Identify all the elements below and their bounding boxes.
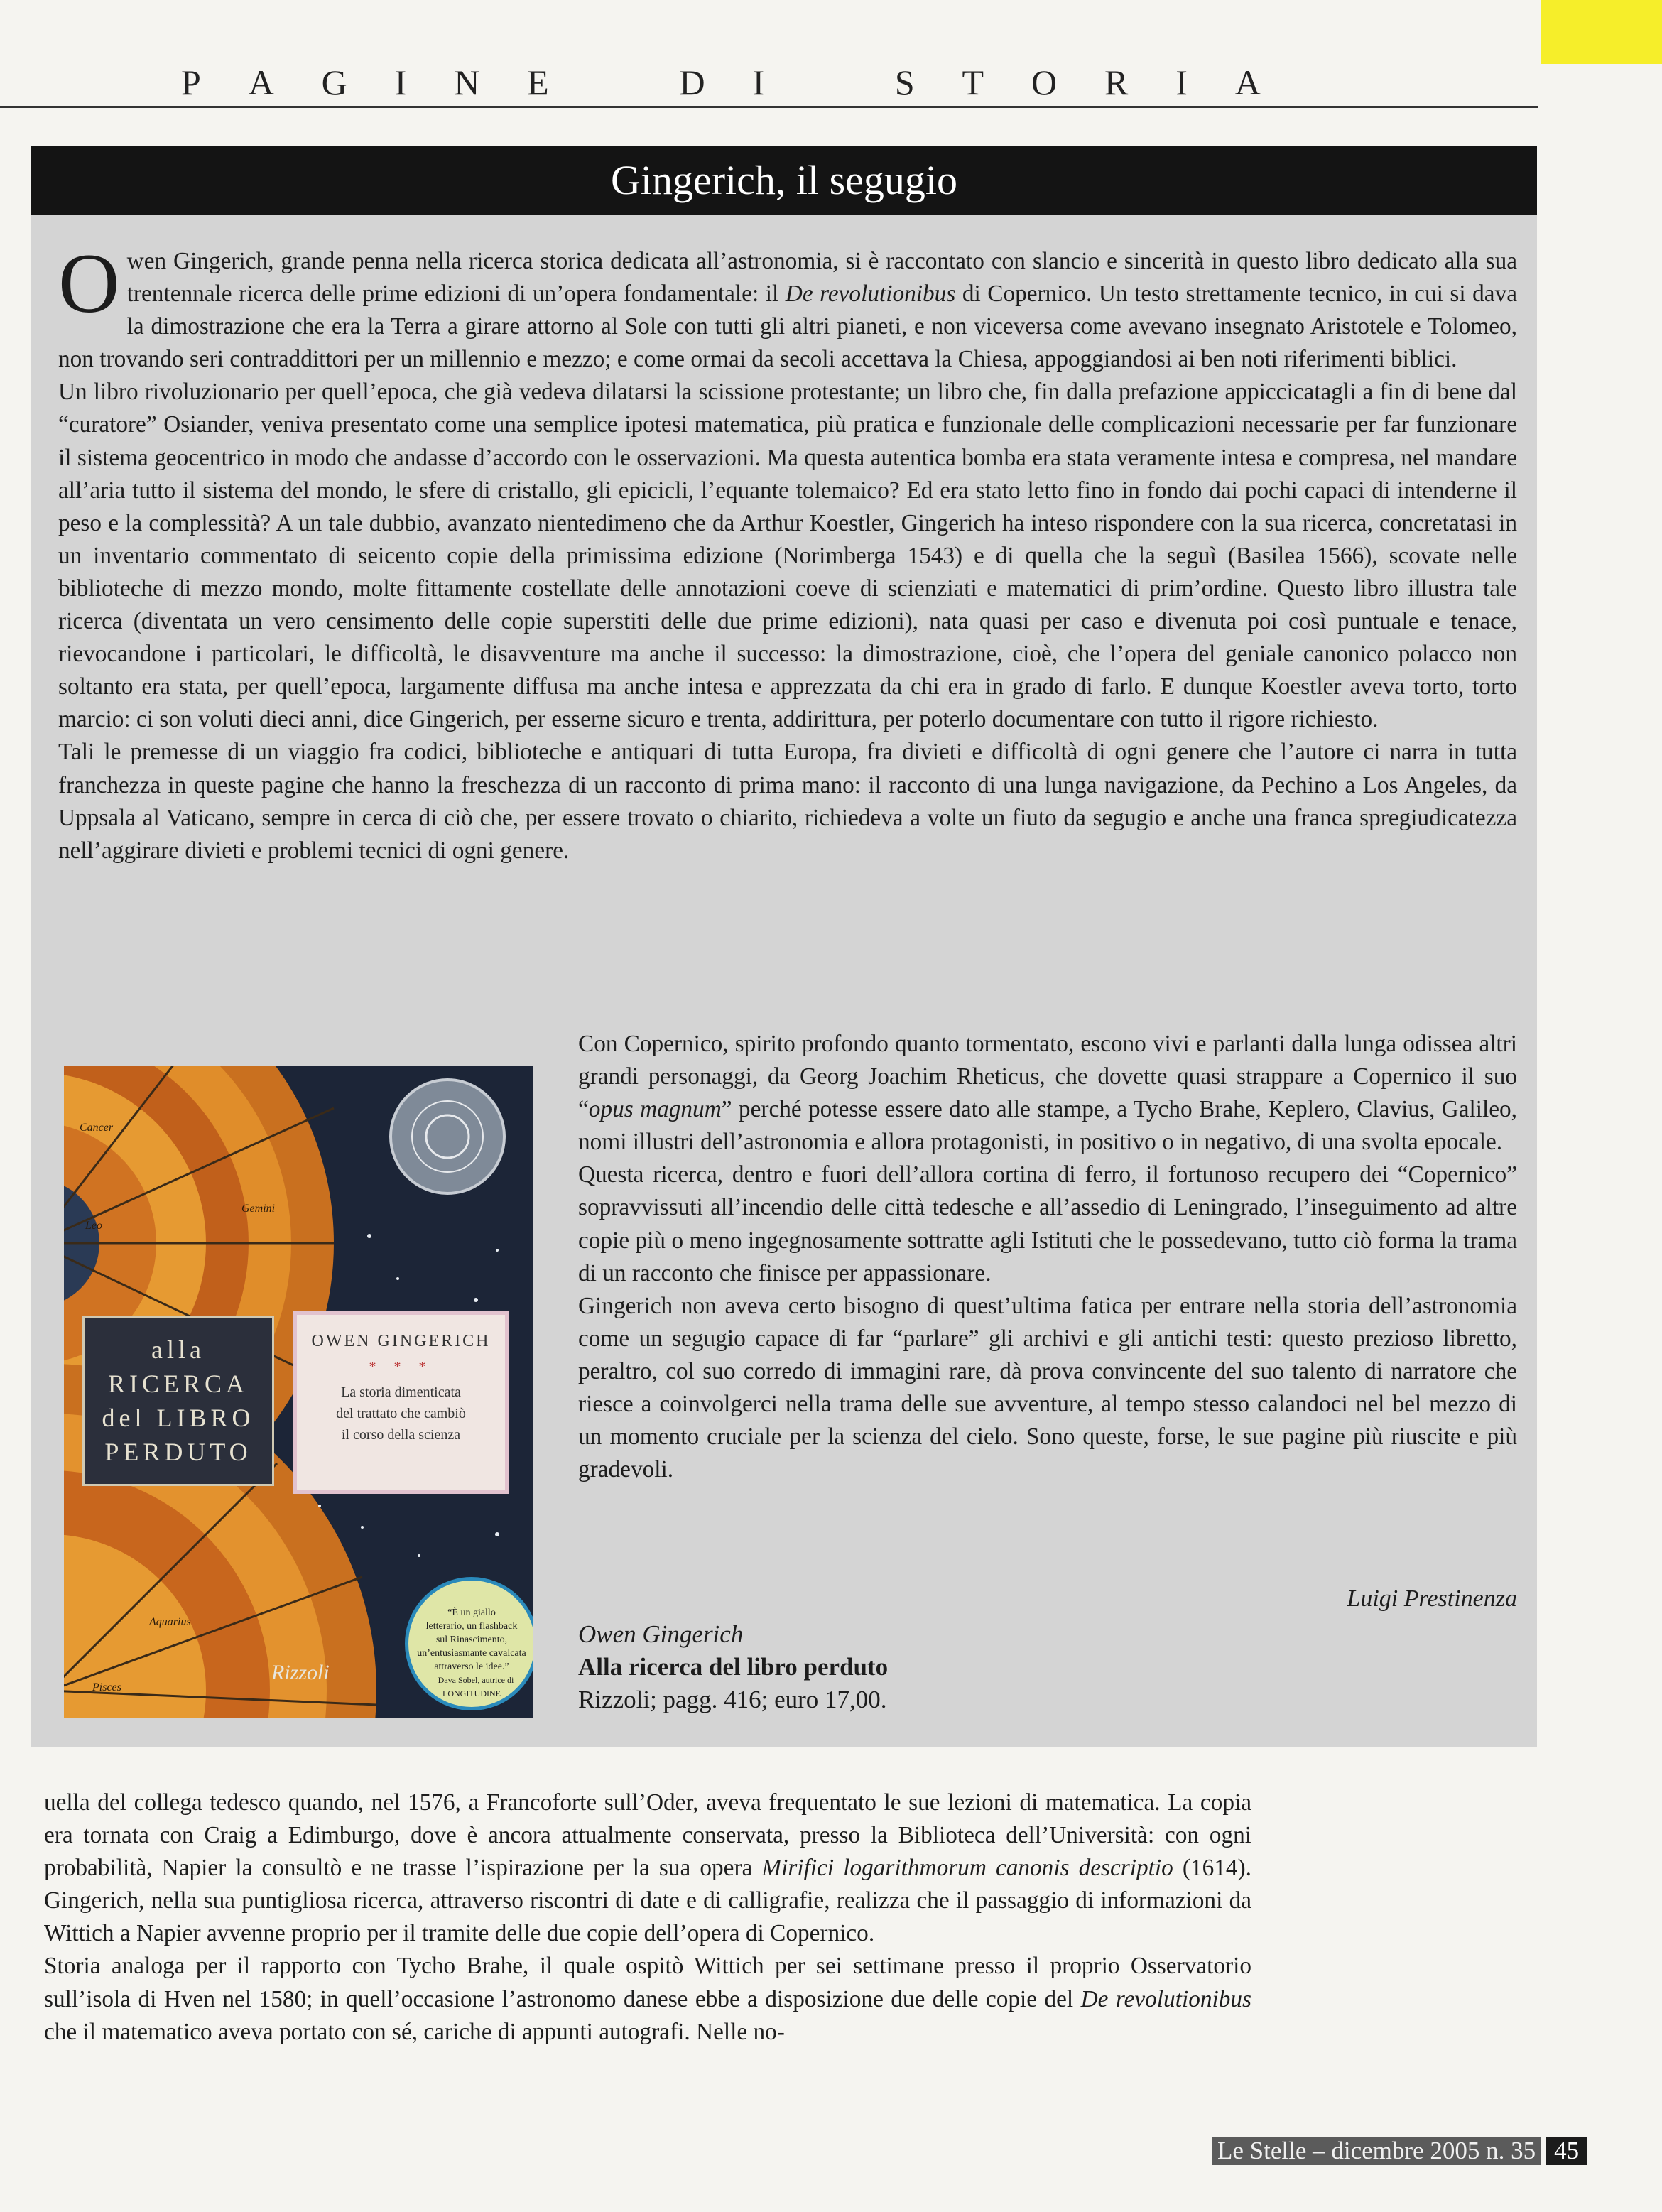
sky-label: Leo [85, 1220, 102, 1232]
cover-publisher-logo: Rizzoli [271, 1661, 330, 1684]
book-title: Alla ricerca del libro perduto [578, 1653, 889, 1681]
badge-line: —Dava Sobel, autrice di [429, 1675, 514, 1685]
paragraph-3: Tali le premesse di un viaggio fra codici, biblioteche e antiquari di tutta Europa, fra divieti e difficoltà di ogni genere che l’autore ci narra in tutta franchezza in queste pagine che hanno la freschezza di un racconto di prima mano: il racconto di una lunga navigazione, da Pechino a Los Angeles, da Uppsala al Vaticano, sempre in cerca di ciò che, per essere trovato o chiarito, richiedeva a volte un fiuto da segugio e anche una franca spregiudicatezza nell’aggirare divieti e problemi tecnici di ogni genere. [58, 739, 1517, 864]
cover-title-line: RICERCA [107, 1370, 249, 1398]
cover-subtitle-line: del trattato che cambiò [336, 1406, 466, 1421]
paragraph-4 [578, 1028, 1517, 1159]
section-header [0, 63, 1538, 108]
sky-label: Pisces [92, 1681, 121, 1693]
badge-line: letterario, un flashback [425, 1621, 518, 1632]
header-letter: E [527, 63, 549, 102]
sky-label: Cancer [80, 1122, 114, 1134]
continuation-paragraph-2 [44, 1950, 1251, 2048]
header-letter: R [1104, 63, 1129, 102]
header-letter: O [1031, 63, 1058, 102]
header-letter: S [894, 63, 915, 102]
header-letter: G [321, 63, 347, 102]
continuation-text-2: Storia analoga per il rapporto con Tycho Brahe, il quale ospitò Wittich per sei settimane presso il proprio Osservatorio sull’isola di Hven nel 1580; in quell’occasione l’astronomo danese ebbe a disposizione due delle copie del [44, 1953, 1251, 2012]
footer-journal: Le Stelle – dicembre 2005 n. 35 [1212, 2137, 1541, 2165]
header-letter: T [962, 63, 984, 102]
header-letter: N [454, 63, 480, 102]
paragraph-6: Gingerich non aveva certo bisogno di quest’ultima fatica per entrare nella storia dell’astronomia come un segugio capace di far “parlare” gli archivi e gli antichi testi: questo prezioso libretto, peraltro, col suo corredo di immagini rare, dà prova convincente del suo talento di narratore che riesce a coinvolgerci nella trama delle sue avventure, al tempo stesso calandoci nel bel mezzo di un momento cruciale per la scienza del cielo. Sono queste, forse, le sue pagine più riuscite e più gradevoli. [578, 1292, 1517, 1483]
intro-paragraph [58, 236, 1517, 376]
badge-line: attraverso le idee.” [434, 1661, 509, 1672]
cover-subtitle-line: La storia dimenticata [341, 1384, 461, 1400]
intro-text: wen Gingerich, grande penna nella ricerca storica dedicata all’astronomia, si è raccontato con slancio e sincerità in questo libro dedicato alla sua trentennale ricerca delle prime edizioni di un’opera fondamentale: il [126, 248, 1517, 308]
cover-quote-badge [405, 1577, 533, 1710]
paragraph-4-text-rest: ” perché potesse essere dato alle stampe, a Tycho Brahe, Keplero, Clavius, Galileo, nomi illustri dell’astronomia e allora protagonisti, in positivo o in negativo, di una svolta epocale. [578, 1096, 1517, 1156]
cover-title-line: del LIBRO [102, 1404, 255, 1432]
cover-title-line: alla [151, 1335, 205, 1364]
cover-subtitle-line: il corso della scienza [341, 1427, 461, 1443]
cover-stars: * * * [369, 1359, 433, 1375]
intro-italic: De revolutionibus [785, 281, 956, 308]
header-gap [812, 62, 847, 103]
continuation-italic-2: De revolutionibus [1080, 1985, 1252, 2012]
paragraph-5: Questa ricerca, dentro e fuori dell’allora cortina di ferro, il fortunoso recupero dei “Copernico” sopravvissuti all’incendio delle città tedesche e all’assedio di Leningrado, l’inseguimento ad altre copie più o meno ingegnosamente sottratte agli Istituti che le possedevano, tutto ciò forma la trama di un racconto che finisce per appassionare. [578, 1161, 1517, 1286]
book-info [578, 1618, 1075, 1716]
header-letter: A [1234, 63, 1261, 102]
article-intro [58, 236, 1517, 867]
article-title: Gingerich, il segugio [31, 146, 1537, 215]
header-letter: I [1175, 63, 1188, 102]
sky-label: Gemini [241, 1203, 276, 1215]
book-author: Owen Gingerich [578, 1620, 744, 1648]
header-gap [597, 62, 632, 103]
continuation-text-1-rest: (1614). Gingerich, nella sua puntigliosa ricerca, attraverso riscontri di date e di calligrafie, realizza che il passaggio di informazioni da Wittich a Napier avvenne proprio per il tramite delle due copie dell’opera di Copernico. [44, 1855, 1251, 1947]
paragraph-4-text: Con Copernico, spirito profondo quanto tormentato, escono vivi e parlanti dalla lunga odissea altri grandi personaggi, da Georg Joachim Rheticus, che dovette quasi strappare a Copernico il suo “ [578, 1031, 1517, 1123]
header-letter: D [679, 63, 705, 102]
cover-subtitle-box [293, 1311, 509, 1494]
drop-cap: O [58, 236, 120, 330]
book-details: Rizzoli; pagg. 416; euro 17,00. [578, 1686, 887, 1713]
cover-author: OWEN GINGERICH [311, 1332, 491, 1350]
badge-line: sul Rinascimento, [435, 1634, 508, 1645]
paragraph-2: Un libro rivoluzionario per quell’epoca, che già vedeva dilatarsi la scissione protestante; un libro che, fin dalla prefazione appiccicatagli a fin di bene dal “curatore” Osiander, veniva presentato come una semplice ipotesi matematica, più pratica e funzionale delle complicazioni necessarie per far funzionare il sistema geocentrico in modo che andasse d’accordo con le osservazioni. Ma questa autentica bomba era stata veramente intesa e compresa, nel mandare all’aria tutto il sistema del mondo, le sfere di cristallo, gli epicicli, l’equante tolemaico? Ed era stato letto fino in fondo dai pochi capaci di intenderne il peso e la complessità? A un tale dubbio, avanzato nientedimeno che da Arthur Koestler, Gingerich ha inteso rispondere con la sua ricerca, concretatasi in un inventario commentato di seicento copie della primissima edizione (Norimberga 1543) e di quella che la seguì (Basilea 1566), scovate nelle biblioteche di mezzo mondo, molte fittamente costellate delle annotazioni coeve di scienziati e matematici di prim’ordine. Questo libro illustra tale ricerca (diventata un vero censimento delle copie superstiti delle due prime edizioni), nata quasi per caso e divenuta poi così puntuale e tenace, rievocandone i particolari, le difficoltà, le disavventure ma anche il successo: la dimostrazione, cioè, che l’opera del geniale canonico polacco non soltanto era stata, per quell’epoca, largamente diffusa ma anche intesa e apprezzata da chi era in grado di farlo. E dunque Koestler aveva torto, torto marcio: ci son voluti dieci anni, dice Gingerich, per esserne sicuro e trenta, addirittura, per poterlo documentare con tutto il rigore richiesto. [58, 379, 1517, 733]
page-number: 45 [1546, 2137, 1587, 2165]
paragraph-4-italic: opus magnum [588, 1096, 722, 1123]
page-footer [1212, 2137, 1587, 2165]
author-signature: Luigi Prestinenza [1347, 1585, 1517, 1612]
cover-title-label [82, 1316, 274, 1486]
badge-line: LONGITUDINE [442, 1688, 501, 1698]
badge-line: “È un giallo [447, 1608, 496, 1618]
header-letter: I [752, 63, 765, 102]
header-letter: A [248, 63, 274, 102]
continuation-italic-1: Mirifici logarithmorum canonis descriptio [761, 1855, 1173, 1882]
yellow-corner-tab [1541, 0, 1662, 64]
intro-text-rest: di Copernico. Un testo strettamente tecnico, in cui si dava la dimostrazione che era la Terra a girare attorno al Sole con tutti gli altri pianeti, e non viceversa come avevano insegnato Aristotele e Tolomeo, non trovando seri contraddittori per un millennio e mezzo; e come ormai da secoli accettava la Chiesa, appoggiandosi ai ben noti riferimenti biblici. [58, 281, 1517, 373]
book-cover-image [64, 1066, 533, 1718]
continuation-text [44, 1787, 1251, 2049]
continuation-paragraph-1 [44, 1787, 1251, 1950]
continuation-text-1: uella del collega tedesco quando, nel 1576, a Francoforte sull’Oder, aveva frequentato le sue lezioni di matematica. La copia era tornata con Craig a Edimburgo, dove è ancora attualmente conservata, presso la Biblioteca dell’Università: con ogni probabilità, Napier la consultò e ne trasse l’ispirazione per la sua opera [44, 1789, 1251, 1882]
badge-line: un’entusiasmante cavalcata [417, 1648, 526, 1659]
moon-medallion [391, 1080, 504, 1193]
header-letter: P [181, 63, 201, 102]
cover-title-line: PERDUTO [104, 1438, 252, 1466]
sky-label: Aquarius [149, 1616, 191, 1628]
article-right-column [578, 1028, 1517, 1486]
header-letter: I [394, 63, 407, 102]
continuation-text-2-rest: che il matematico aveva portato con sé, cariche di appunti autografi. Nelle no- [44, 2018, 785, 2045]
